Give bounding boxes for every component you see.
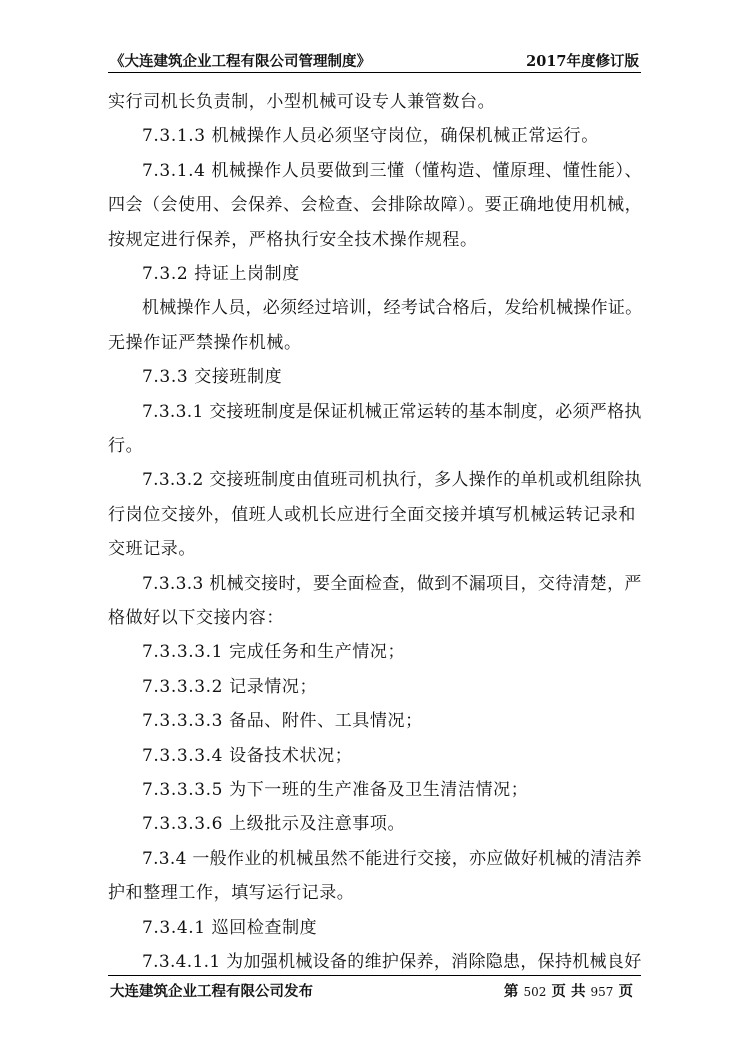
text-line: 7.3.3.1 交接班制度是保证机械正常运转的基本制度，必须严格执 [142, 401, 642, 422]
text-line: 7.3.3.2 交接班制度由值班司机执行，多人操作的单机或机组除执 [142, 470, 642, 491]
page-suffix: 页 [618, 983, 633, 1000]
text-line: 7.3.4 一般作业的机械虽然不能进行交接，亦应做好机械的清洁养 [142, 848, 642, 869]
text-line: 7.3.2 持证上岗制度 [142, 264, 300, 284]
text-line: 7.3.1.3 机械操作人员必须坚守岗位，确保机械正常运行。 [142, 126, 599, 147]
page-current: 502 [523, 985, 547, 999]
text-line: 按规定进行保养，严格执行安全技术操作规程。 [108, 229, 478, 250]
text-line: 7.3.4.1.1 为加强机械设备的维护保养，消除隐患，保持机械良好 [142, 952, 642, 972]
page-number [504, 980, 633, 1001]
text-line: 7.3.3.3.5 为下一班的生产准备及卫生清洁情况； [142, 780, 529, 800]
text-line: 行。 [108, 436, 144, 456]
document-title: 《大连建筑企业工程有限公司管理制度》 [110, 53, 371, 70]
text-line: 7.3.3.3.1 完成任务和生产情况； [142, 642, 406, 663]
publisher-label: 大连建筑企业工程有限公司发布 [110, 983, 313, 1000]
page-footer [108, 975, 641, 1000]
text-line: 7.3.3 交接班制度 [142, 367, 283, 388]
text-line: 7.3.3.3 机械交接时，要全面检查，做到不漏项目，交待清楚，严 [142, 573, 642, 594]
text-line: 格做好以下交接内容： [108, 608, 284, 628]
text-line: 机械操作人员，必须经过培训，经考试合格后，发给机械操作证。 [142, 298, 643, 319]
text-line: 7.3.3.3.3 备品、附件、工具情况； [142, 711, 423, 732]
text-line: 7.3.4.1 巡回检查制度 [142, 917, 318, 938]
text-line: 实行司机长负责制，小型机械可设专人兼管数台。 [108, 92, 496, 112]
text-line: 7.3.3.3.4 设备技术状况； [142, 745, 353, 766]
page-mid: 页 共 [551, 983, 586, 1000]
text-line: 7.3.1.4 机械操作人员要做到三懂（懂构造、懂原理、懂性能）、 [142, 160, 643, 181]
version-label: 2017年度修订版 [526, 53, 639, 70]
text-line: 交班记录。 [108, 539, 196, 560]
page-total: 957 [590, 985, 614, 999]
page-prefix: 第 [503, 983, 519, 1000]
text-line: 护和整理工作，填写运行记录。 [108, 883, 355, 904]
page-header [108, 50, 641, 73]
text-line: 7.3.3.3.2 记录情况； [142, 676, 318, 697]
text-line: 四会（会使用、会保养、会检查、会排除故障）。要正确地使用机械， [108, 195, 643, 216]
text-line: 无操作证严禁操作机械。 [108, 332, 302, 353]
text-line: 行岗位交接外，值班人或机长应进行全面交接并填写机械运转记录和 [108, 504, 636, 525]
text-line: 7.3.3.3.6 上级批示及注意事项。 [142, 814, 406, 835]
